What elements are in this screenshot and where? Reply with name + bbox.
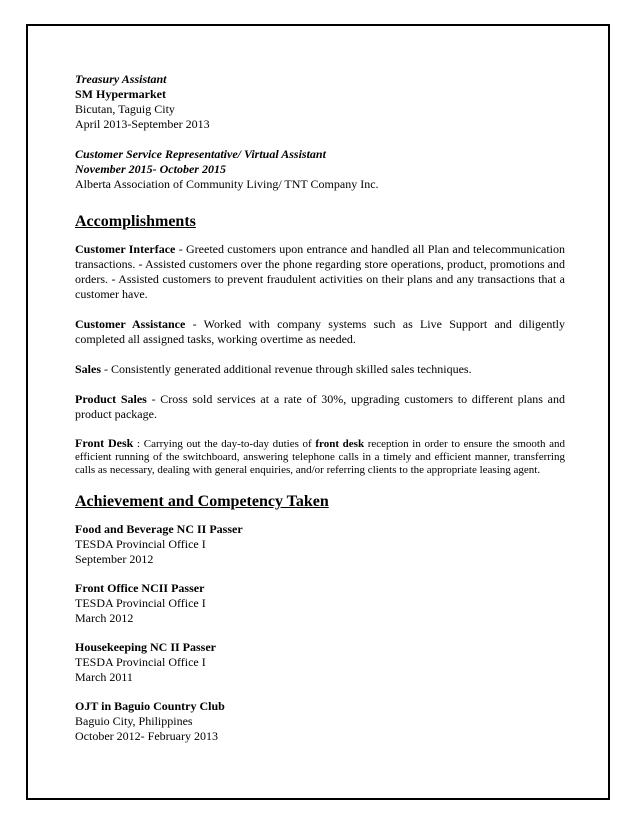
job-dates: November 2015- October 2015	[75, 162, 226, 176]
resume-content	[75, 72, 565, 744]
achievement-date: September 2012	[75, 552, 154, 566]
job-title: Customer Service Representative/ Virtual Assistant	[75, 147, 326, 161]
accomplishment-text: - Worked with company systems such as Live Support and diligently completed all assigned tasks, working overtime as needed.	[75, 317, 565, 346]
job-company: Alberta Association of Community Living/ TNT Company Inc.	[75, 177, 379, 191]
achievement-item	[75, 522, 565, 567]
achievement-title: OJT in Baguio Country Club	[75, 699, 225, 713]
achievement-org: TESDA Provincial Office I	[75, 596, 206, 610]
accomplishments-heading: Accomplishments	[75, 213, 196, 230]
accomplishment-label: Front Desk	[75, 436, 134, 450]
job-location: Bicutan, Taguig City	[75, 102, 175, 116]
accomplishment-item	[75, 242, 565, 302]
accomplishment-item	[75, 362, 565, 377]
accomplishment-text: - Cross sold services at a rate of 30%, upgrading customers to different plans and product package.	[75, 392, 565, 421]
achievement-org: TESDA Provincial Office I	[75, 537, 206, 551]
accomplishment-item	[75, 437, 565, 477]
achievement-title: Food and Beverage NC II Passer	[75, 522, 243, 536]
accomplishment-label: Customer Assistance	[75, 317, 186, 331]
accomplishment-bold-text: front desk	[315, 438, 365, 450]
accomplishment-text: : Carrying out the day-to-day duties of	[133, 438, 316, 450]
achievement-item	[75, 640, 565, 685]
accomplishment-item	[75, 392, 565, 422]
achievement-item	[75, 699, 565, 744]
achievement-item	[75, 581, 565, 626]
achievement-org: Baguio City, Philippines	[75, 714, 193, 728]
achievement-title: Housekeeping NC II Passer	[75, 640, 217, 654]
achievement-title: Front Office NCII Passer	[75, 581, 205, 595]
job-entry	[75, 147, 565, 192]
achievement-date: October 2012- February 2013	[75, 729, 218, 743]
accomplishment-text: - Greeted customers upon entrance and handled all Plan and telecommunication transactions. - Assisted customers over the phone regarding store operations, product, promotions and orders. - Assisted customers to prevent fraudulent activities on their plans and any transactions that a customer have.	[75, 242, 565, 301]
accomplishment-text: - Consistently generated additional revenue through skilled sales techniques.	[101, 362, 472, 376]
achievement-date: March 2012	[75, 611, 134, 625]
job-company: SM Hypermarket	[75, 87, 166, 101]
accomplishment-label: Sales	[75, 362, 102, 376]
accomplishment-label: Product Sales	[75, 392, 147, 406]
accomplishment-item	[75, 317, 565, 347]
job-dates: April 2013-September 2013	[75, 117, 210, 131]
achievements-heading: Achievement and Competency Taken	[75, 493, 329, 510]
achievement-org: TESDA Provincial Office I	[75, 655, 206, 669]
job-entry	[75, 72, 565, 132]
job-title: Treasury Assistant	[75, 72, 167, 86]
achievement-date: March 2011	[75, 670, 133, 684]
accomplishment-text: reception in order to ensure the smooth and efficient running of the switchboard, answering telephone calls in a timely and efficient manner, transferring calls as necessary, dealing with general enquiries, and/or referring clients to the appropriate leasing agent.	[75, 438, 565, 476]
accomplishment-label: Customer Interface	[75, 242, 176, 256]
